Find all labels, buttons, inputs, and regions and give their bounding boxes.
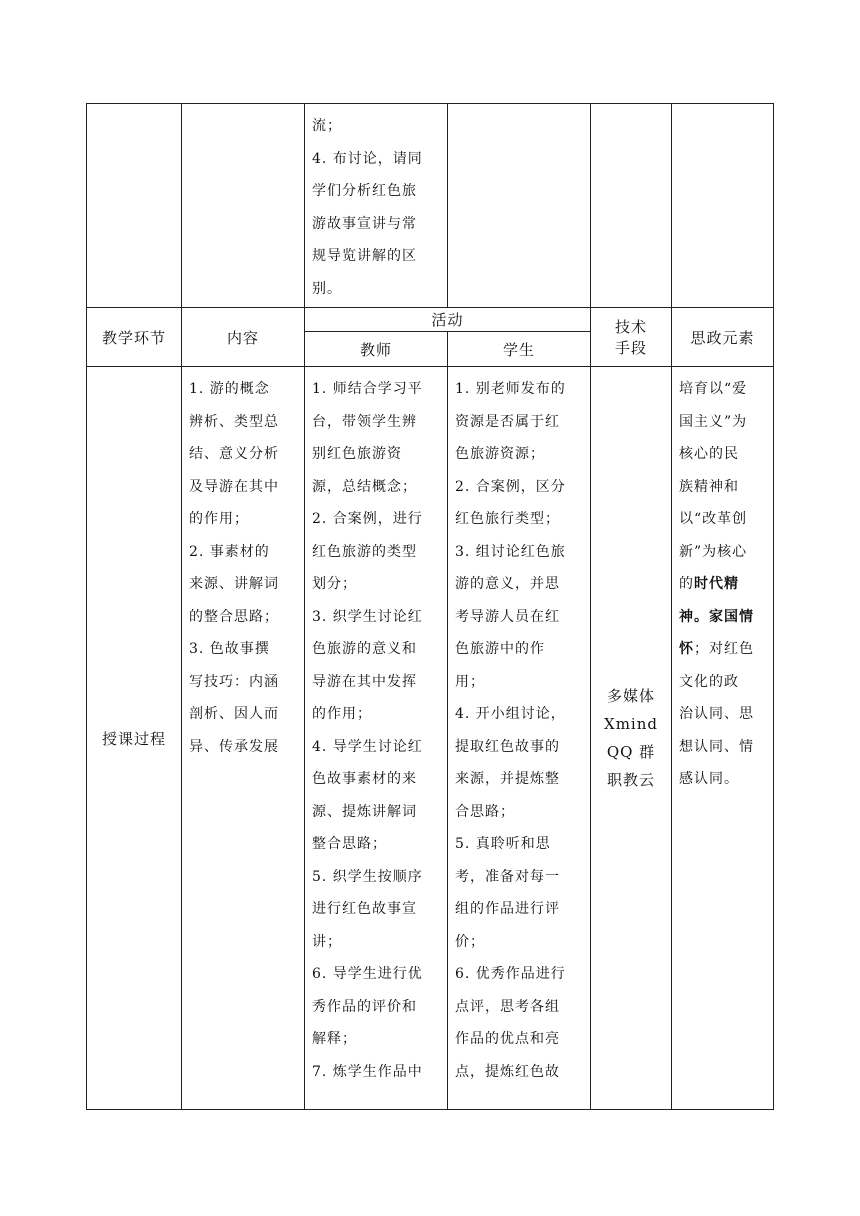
header-tech-line1: 技术 (614, 318, 647, 336)
text-line: 5. 织学生按顺序 (312, 868, 423, 885)
header-stage: 教学环节 (87, 308, 182, 367)
empty-cell (591, 104, 672, 308)
empty-cell (672, 104, 774, 308)
header-ideology: 思政元素 (672, 308, 774, 367)
text-line: 异、传承发展 (189, 738, 279, 755)
text-line: 源、提炼讲解词 (312, 803, 417, 820)
ideology-text-plain: ；对红色 (694, 641, 754, 657)
teacher-text (305, 367, 447, 1088)
text-line: 辨析、类型总 (189, 413, 279, 430)
text-line: 资源是否属于红 (455, 413, 560, 430)
text-line: 剖析、因人而 (189, 706, 279, 722)
text-line: 的作用； (189, 511, 249, 527)
text-line: 及导游在其中 (189, 478, 279, 495)
text-line: 的作用； (312, 706, 372, 722)
ideology-bold-text: 时代精 (694, 576, 739, 592)
ideology-text (672, 367, 773, 796)
text-line: 5. 真聆听和思 (455, 836, 551, 852)
student-cell (448, 367, 591, 1110)
text-line: 合思路； (455, 803, 515, 820)
text-line: 来源，并提炼整 (455, 771, 560, 787)
teacher-cell (305, 367, 448, 1110)
text-line: 组的作品进行评 (455, 901, 560, 917)
text-line: 多媒体 (606, 687, 655, 705)
text-line: QQ 群 (606, 743, 656, 761)
text-line: 红色旅游的类型 (312, 543, 417, 560)
text-line: 考导游人员在红 (455, 608, 560, 625)
stage-cell: 授课过程 (87, 367, 182, 1110)
tech-list (591, 682, 671, 794)
text-line: 用； (455, 673, 485, 690)
text-line: 3. 色故事撰 (189, 641, 270, 657)
text-line: 作品的优点和亮 (455, 1031, 560, 1047)
content-text (182, 367, 304, 763)
ideology-line: 族精神和 (679, 478, 739, 495)
ideology-line: 想认同、情 (679, 738, 754, 755)
text-line: 考，准备对每一 (455, 868, 560, 885)
text-line: 3. 织学生讨论红 (312, 608, 423, 625)
text-line: 划分； (312, 576, 357, 592)
text-line: 点评，思考各组 (455, 998, 560, 1015)
text-line: 价； (455, 933, 485, 950)
text-line: 导游在其中发挥 (312, 673, 417, 690)
text-line: 提取红色故事的 (455, 738, 560, 755)
text-line: 2. 合案例，区分 (455, 478, 566, 495)
text-line: 2. 事素材的 (189, 543, 270, 560)
text-line: Xmind (604, 715, 658, 733)
header-row (87, 308, 774, 332)
text-line: 解释； (312, 1031, 357, 1047)
student-text (448, 367, 590, 1088)
text-line: 2. 合案例，进行 (312, 511, 423, 527)
header-tech-line2: 手段 (614, 339, 647, 357)
text-line: 游故事宣讲与常 (312, 215, 417, 232)
text-line: 讲； (312, 933, 342, 950)
text-line: 6. 导学生进行优 (312, 966, 423, 982)
text-line: 游的意义，并思 (455, 576, 560, 592)
text-line: 红色旅行类型； (455, 511, 560, 527)
text-line: 别。 (312, 280, 342, 297)
text-line: 职教云 (606, 771, 655, 789)
text-line: 色旅游中的作 (455, 641, 545, 657)
text-line: 来源、讲解词 (189, 576, 279, 592)
empty-cell (448, 104, 591, 308)
text-line: 进行红色故事宣 (312, 901, 417, 917)
text-line: 4. 布讨论，请同 (312, 150, 423, 167)
ideology-line: 以“改革创 (679, 511, 748, 527)
text-line: 1. 别老师发布的 (455, 381, 566, 397)
ideology-line: 感认同。 (679, 771, 739, 787)
header-tech (591, 308, 672, 367)
text-line: 色故事素材的来 (312, 771, 417, 787)
ideology-bold-line: 神。家国情 (679, 608, 754, 625)
text-line: 台，带领学生辨 (312, 413, 417, 430)
body-row (87, 367, 774, 1110)
teacher-text (305, 104, 447, 305)
header-student: 学生 (448, 332, 591, 367)
continuation-row (87, 104, 774, 308)
ideology-line (679, 568, 767, 601)
ideology-cell (672, 367, 774, 1110)
text-line: 1. 师结合学习平 (312, 381, 423, 397)
tech-cell (591, 367, 672, 1110)
content-cell (182, 367, 305, 1110)
ideology-line: 核心的民 (679, 446, 739, 462)
text-line: 秀作品的评价和 (312, 998, 417, 1015)
ideology-line: 文化的政 (679, 673, 739, 690)
ideology-line: 培育以“爱 (679, 381, 748, 397)
ideology-line: 治认同、思 (679, 706, 754, 722)
text-line: 别红色旅游资 (312, 446, 402, 462)
text-line: 3. 组讨论红色旅 (455, 543, 566, 560)
empty-cell (87, 104, 182, 308)
text-line: 整合思路； (312, 836, 387, 852)
ideology-text-plain: 的 (679, 576, 694, 592)
text-line: 4. 导学生讨论红 (312, 738, 423, 755)
text-line: 的整合思路； (189, 608, 279, 625)
text-line: 学们分析红色旅 (312, 183, 417, 199)
header-content: 内容 (182, 308, 305, 367)
empty-cell (182, 104, 305, 308)
text-line: 4. 开小组讨论， (455, 706, 566, 722)
text-line: 结、意义分析 (189, 446, 279, 462)
text-line: 流； (312, 118, 342, 134)
text-line: 色旅游资源； (455, 446, 545, 462)
ideology-line: 新”为核心 (679, 543, 748, 560)
text-line: 点，提炼红色故 (455, 1063, 560, 1080)
text-line: 规导览讲解的区 (312, 248, 417, 264)
teacher-cell-continued (305, 104, 448, 308)
text-line: 色旅游的意义和 (312, 641, 417, 657)
header-activity: 活动 (305, 308, 591, 332)
ideology-bold-text: 怀 (679, 641, 694, 657)
ideology-line: 国主义”为 (679, 413, 748, 430)
header-teacher: 教师 (305, 332, 448, 367)
lesson-plan-table (86, 103, 774, 1110)
text-line: 写技巧：内涵 (189, 673, 279, 690)
ideology-line (679, 633, 767, 666)
text-line: 1. 游的概念 (189, 381, 270, 397)
text-line: 源，总结概念； (312, 478, 417, 495)
text-line: 7. 炼学生作品中 (312, 1063, 423, 1080)
text-line: 6. 优秀作品进行 (455, 966, 566, 982)
